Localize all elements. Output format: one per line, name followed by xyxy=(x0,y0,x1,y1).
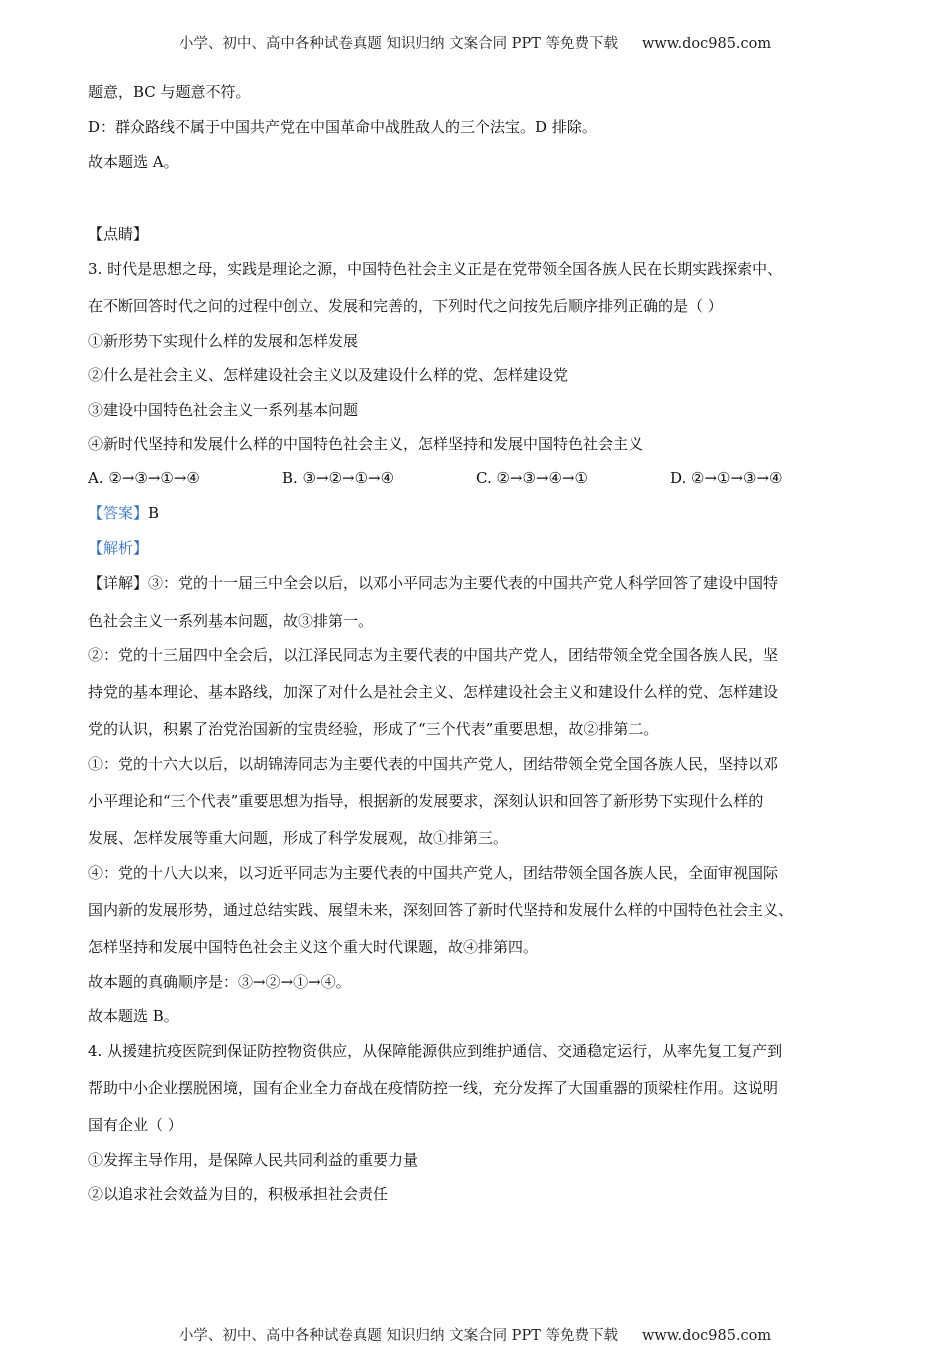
footer-text: 小学、初中、高中各种试卷真题 知识归纳 文案合同 PPT 等免费下载 xyxy=(178,1328,618,1344)
prev-line-2: D：群众路线不属于中国共产党在中国革命中战胜敌人的三个法宝。D 排除。 xyxy=(88,118,597,136)
q4-stem-line-1: 4. 从援建抗疫医院到保证防控物资供应，从保障能源供应到维护通信、交通稳定运行，从率先复工复产到 xyxy=(88,1042,783,1060)
q3-item: ②什么是社会主义、怎样建设社会主义以及建设什么样的党、怎样建设党 xyxy=(88,366,569,384)
page-footer xyxy=(0,1324,950,1345)
analysis-label: 【解析】 xyxy=(88,539,149,557)
detail-line: 党的认识，积累了治党治国新的宝贵经验，形成了“三个代表”重要思想，故②排第二。 xyxy=(88,720,659,738)
q3-item: ④新时代坚持和发展什么样的中国特色社会主义，怎样坚持和发展中国特色社会主义 xyxy=(88,435,644,453)
prev-line-3: 故本题选 A。 xyxy=(88,153,179,171)
page-header xyxy=(0,32,950,53)
q3-option-a: A. ②→③→①→④ xyxy=(88,469,200,487)
q3-option-c: C. ②→③→④→① xyxy=(476,469,588,487)
answer-label: 【答案】 xyxy=(88,504,149,522)
q3-stem-line-1: 3. 时代是思想之母，实践是理论之源，中国特色社会主义正是在党带领全国各族人民在长期实践探索中、 xyxy=(88,260,783,278)
detail-line: 故本题的真确顺序是：③→②→①→④。 xyxy=(88,973,351,991)
header-text: 小学、初中、高中各种试卷真题 知识归纳 文案合同 PPT 等免费下载 xyxy=(178,36,618,52)
detail-line: 【详解】③：党的十一届三中全会以后，以邓小平同志为主要代表的中国共产党人科学回答了建设中国特 xyxy=(88,574,779,592)
detail-line: 色社会主义一系列基本问题，故③排第一。 xyxy=(88,612,374,630)
q3-option-d: D. ②→①→③→④ xyxy=(670,469,783,487)
footer-url[interactable]: www.doc985.com xyxy=(641,1328,772,1344)
q4-stem-line-3: 国有企业（ ） xyxy=(88,1116,183,1134)
q3-item: ③建设中国特色社会主义一系列基本问题 xyxy=(88,401,359,419)
dianjing-label: 【点睛】 xyxy=(88,225,149,243)
header-url[interactable]: www.doc985.com xyxy=(641,36,772,52)
detail-line: ①：党的十六大以后，以胡锦涛同志为主要代表的中国共产党人，团结带领全党全国各族人民，坚持以邓 xyxy=(88,755,779,773)
q4-item: ②以追求社会效益为目的，积极承担社会责任 xyxy=(88,1185,389,1203)
prev-line-1: 题意，BC 与题意不符。 xyxy=(88,83,251,101)
detail-line: 发展、怎样发展等重大问题，形成了科学发展观，故①排第三。 xyxy=(88,829,509,847)
q4-item: ①发挥主导作用，是保障人民共同利益的重要力量 xyxy=(88,1151,419,1169)
q3-item: ①新形势下实现什么样的发展和怎样发展 xyxy=(88,332,359,350)
detail-line: 故本题选 B。 xyxy=(88,1007,179,1025)
detail-line: ④：党的十八大以来，以习近平同志为主要代表的中国共产党人，团结带领全国各族人民，全面审视国际 xyxy=(88,864,779,882)
answer-value: B xyxy=(148,504,160,522)
q3-option-b: B. ③→②→①→④ xyxy=(282,469,395,487)
detail-line: 怎样坚持和发展中国特色社会主义这个重大时代课题，故④排第四。 xyxy=(88,938,539,956)
detail-line: ②：党的十三届四中全会后，以江泽民同志为主要代表的中国共产党人，团结带领全党全国各族人民，坚 xyxy=(88,646,779,664)
detail-line: 持党的基本理论、基本路线，加深了对什么是社会主义、怎样建设社会主义和建设什么样的党、怎样建设 xyxy=(88,683,779,701)
detail-line: 国内新的发展形势，通过总结实践、展望未来，深刻回答了新时代坚持和发展什么样的中国特色社会主义、 xyxy=(88,901,794,919)
q3-stem-line-2: 在不断回答时代之问的过程中创立、发展和完善的，下列时代之问按先后顺序排列正确的是（ ） xyxy=(88,297,723,315)
q4-stem-line-2: 帮助中小企业摆脱困境，国有企业全力奋战在疫情防控一线，充分发挥了大国重器的顶梁柱作用。这说明 xyxy=(88,1079,779,1097)
detail-line: 小平理论和“三个代表”重要思想为指导，根据新的发展要求，深刻认识和回答了新形势下实现什么样的 xyxy=(88,792,764,810)
q3-answer-row xyxy=(88,503,159,523)
